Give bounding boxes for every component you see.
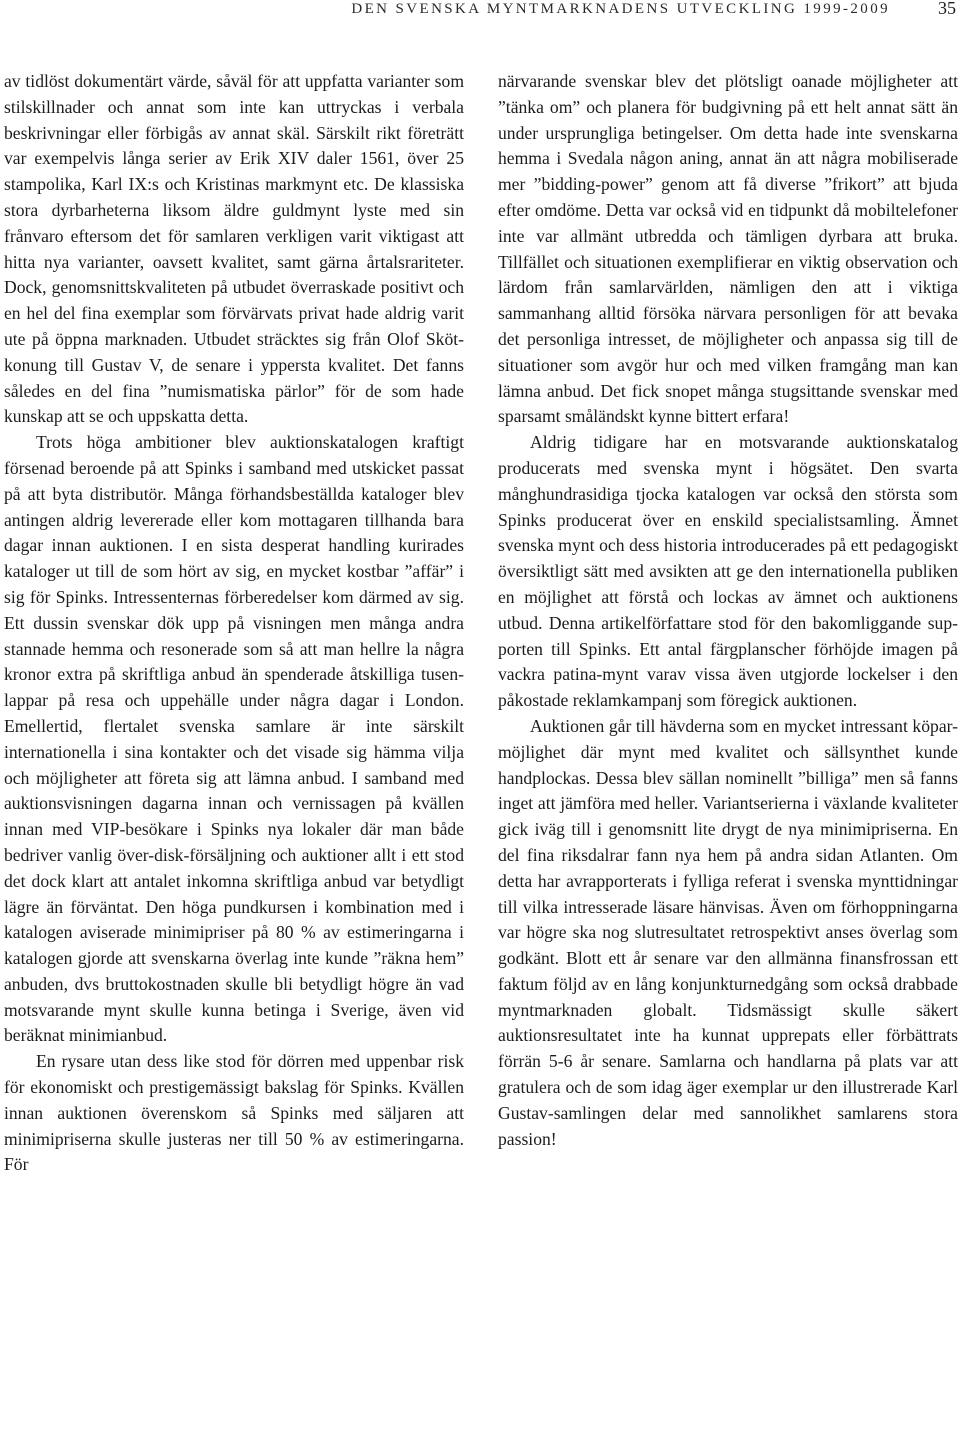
left-paragraph-1: av tidlöst dokumentärt värde, såväl för att uppfatta varianter som stilskillnader och annat som inte kan uttryckas i verbala beskrivningar eller förbigås av annat skäl. Särskilt rikt företrätt var exempelvis långa serier av Erik XIV daler 1561, över 25 stampolika, Karl IX:s och Kristinas markmynt etc. De klassiska stora dyrbarheterna liksom äldre guldmynt lyste med sin frånvaro eftersom det för samlaren verkligen varit viktigast att hitta nya varianter, oavsett kvalitet, samt gärna årtalsrariteter. Dock, genomsnittskvaliteten på utbudet överraskade positivt och en hel del fina exemplar som förvärvats privat hade aldrig varit ute på öppna marknaden. Utbudet sträcktes sig från Olof Skötkonung till Gustav V, de senare i yppersta kvalitet. Det fanns således en del fina ”numismatiska pärlor” för de som hade kunskap att se och uppskatta detta. [4,71,464,427]
right-paragraph-2: Aldrig tidigare har en motsvarande auktionskatalog producerats med svenska mynt i högsätet. Den svarta månghundrasidiga tjocka katalogen var också den största som Spinks producerat över en enskild specialistsamling. Ämnet svenska mynt och dess historia introducerades på ett pedagogiskt översiktligt sätt med avsikten att ge den internationella publiken en möjlighet att förstå och lockas av ämnet och auktionens utbud. Denna artikelförfattare stod för den bakomliggande supporten till Spinks. Ett antal färgplanscher förhöjde imagen på vackra patina-mynt varav vissa även utgjorde lockelser i den påkostade reklamkampanj som föregick auktionen. [498,432,958,711]
running-title: DEN SVENSKA MYNTMARKNADENS UTVECKLING 1999-2009 [351,1,890,17]
right-paragraph-1: närvarande svenskar blev det plötsligt oanade möjligheter att ”tänka om” och planera för budgivning på ett helt annat sätt än under ursprungliga betingelser. Om detta hade inte svenskarna hemma i Svedala någon aning, annat än att några mobiliserade mer ”bidding-power” genom att få diverse ”frikort” att bjuda efter omdöme. Detta var också vid en tidpunkt då mobiltelefoner inte var allmänt utbredda och tämligen dyrbara att bruka. Tillfället och situationen exemplifierar en viktig observation och lärdom från samlarvärlden, nämligen den att i viktiga sammanhang alltid försöka närvara personligen för att bevaka det personliga intresset, de möjligheter och anpassa sig till de situationer som avgör hur och med vilken framgång man kan lämna anbud. Det fick snopet många stugsittande svenskar med sparsamt småländskt kynne bittert erfara! [498,71,958,427]
right-paragraph-3: Auktionen går till hävderna som en mycket intressant köpar-möjlighet där mynt med kvalitet och sällsynthet kunde handplockas. Dessa blev sällan nominellt ”billiga” men så fanns inget att jämföra med heller. Variantserierna i växlande kvaliteter gick iväg till i genomsnitt lite drygt de nya minimipriserna. En del fina riksdalrar fann nya hem på andra sidan Atlanten. Om detta har avrapporterats i fylliga referat i svenska mynttidningar till vilka intresserade läsare hänvisas. Även om förhoppningarna var högre ska nog slutresultatet retrospektivt anses överlag som godkänt. Blott ett år senare var den allmänna finansfrossan ett faktum följd av en lång konjunkturnedgång som också drabbade myntmarknaden globalt. Tidsmässigt skulle säkert auktionsresultatet inte ha kunnat upprepats eller förbättrats förrän 5-6 år senare. Samlarna och handlarna på plats var att gratulera och de som idag äger exemplar ur den illustrerade Karl Gustav-samlingen delar med sannolikhet samlarens stora passion! [498,715,958,1149]
left-column [4,69,464,1178]
page-number: 35 [938,0,956,18]
left-paragraph-2: Trots höga ambitioner blev auktionskatalogen kraftigt försenad beroende på att Spinks i samband med utskicket passat på att byta distributör. Många förhandsbeställda kataloger blev antingen aldrig levererade eller kom mottagaren tillhanda bara dagar innan auktionen. I en sista desperat handling kurirades kataloger ut till de som hört av sig, en mycket kostbar ”affär” i sig för Spinks. Intressenternas förberedelser kom därmed av sig. Ett dussin svenskar dök upp på visningen men många andra stannade hemma och resonerade som så att man hellre la några kronor extra på skriftliga anbud än spenderade åtskilliga tusenlappar på resa och uppehälle under några dagar i London. Emellertid, flertalet svenska samlare är inte särskilt internationella i sina kontakter och det visade sig hämma vilja och möjligheter att företa sig att lämna anbud. I samband med auktionsvisningen dagarna innan och vernissagen på kvällen innan med VIP-besökare i Spinks nya lokaler där man både bedriver vanlig över-disk-försäljning och auktioner allt i ett stod det dock klart att antalet inkomna skriftliga anbud var betydligt lägre än förväntat. Den höga pundkursen i kombination med i katalogen aviserade minimipriser på 80 % av estimeringarna i katalogen gjorde att svenskarna överlag inte kunde ”räkna hem” anbuden, dvs bruttokostnaden skulle bli betydligt högre än vad motsvarande mynt skulle kunna betinga i Sverige, även vid beräknat minimianbud. [4,432,464,1046]
page-header [0,0,960,30]
left-paragraph-3: En rysare utan dess like stod för dörren med uppenbar risk för ekonomiskt och prestigemässigt bakslag för Spinks. Kvällen innan auktionen överenskom så Spinks med säljaren att minimipriserna skulle justeras ner till 50 % av estimeringarna. För [4,1051,464,1175]
right-column [498,69,958,1152]
